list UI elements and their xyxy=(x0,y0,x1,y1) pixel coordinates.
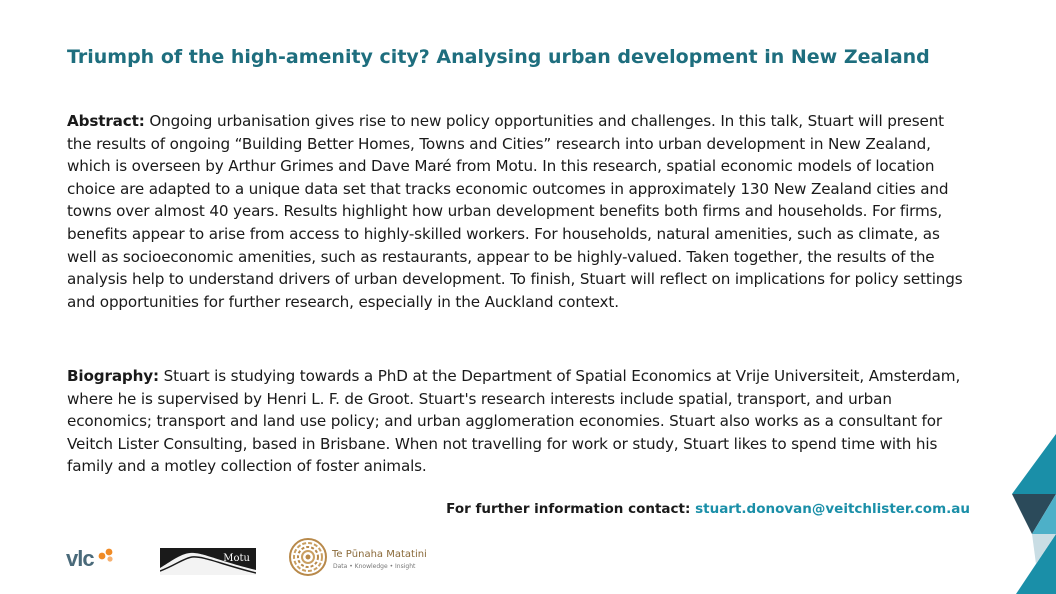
motu-wordmark: Motu xyxy=(223,553,250,564)
tpm-name: Te Pūnaha Matatini xyxy=(332,549,427,560)
abstract-text: Ongoing urbanisation gives rise to new policy opportunities and challenges. In this talk, Stuart will present the results of ongoing “Building Better Homes, Towns and Cities” research into urban development in New Zealand, which is overseen by Arthur Grimes and Dave Maré from Motu. In this research, spatial economic models of location choice are adapted to a unique data set that tracks economic outcomes in approximately 130 New Zealand cities and towns over almost 40 years. Results highlight how urban development benefits both firms and households. For firms, benefits appear to arise from access to highly-skilled workers. For households, natural amenities, such as climate, as well as socioeconomic amenities, such as restaurants, appear to be highly-valued. Taken together, the results of the analysis help to understand drivers of urban development. To finish, Stuart will reflect on implications for policy settings and opportunities for further research, especially in the Auckland context. xyxy=(67,112,963,311)
vlc-logo xyxy=(66,546,126,572)
biography-text: Stuart is studying towards a PhD at the Department of Spatial Economics at Vrije Universiteit, Amsterdam, where he is supervised by Henri L. F. de Groot. Stuart's research interests include spatial, transport, and urban economics; transport and land use policy; and urban agglomeration economies. Stuart also works as a consultant for Veitch Lister Consulting, based in Brisbane. When not travelling for work or study, Stuart likes to spend time with his family and a motley collection of foster animals. xyxy=(67,367,961,476)
slide-title: Triumph of the high-amenity city? Analysing urban development in New Zealand xyxy=(67,46,930,68)
contact-line xyxy=(446,499,970,519)
motu-logo xyxy=(160,548,256,575)
decorative-triangles xyxy=(976,434,1056,594)
contact-label: For further information contact: xyxy=(446,501,691,517)
abstract-paragraph xyxy=(67,110,972,313)
vlc-dots-icon xyxy=(98,548,120,562)
abstract-label: Abstract: xyxy=(67,112,145,130)
biography-label: Biography: xyxy=(67,367,159,385)
te-punaha-matatini-logo xyxy=(288,536,438,580)
biography-paragraph xyxy=(67,365,972,478)
contact-email-link[interactable]: stuart.donovan@veitchlister.com.au xyxy=(695,501,970,517)
koru-spiral-icon xyxy=(288,537,328,577)
vlc-wordmark: vlc xyxy=(66,546,94,571)
deco-triangle-teal-top xyxy=(1012,434,1056,494)
tpm-tagline: Data • Knowledge • Insight xyxy=(333,563,416,570)
